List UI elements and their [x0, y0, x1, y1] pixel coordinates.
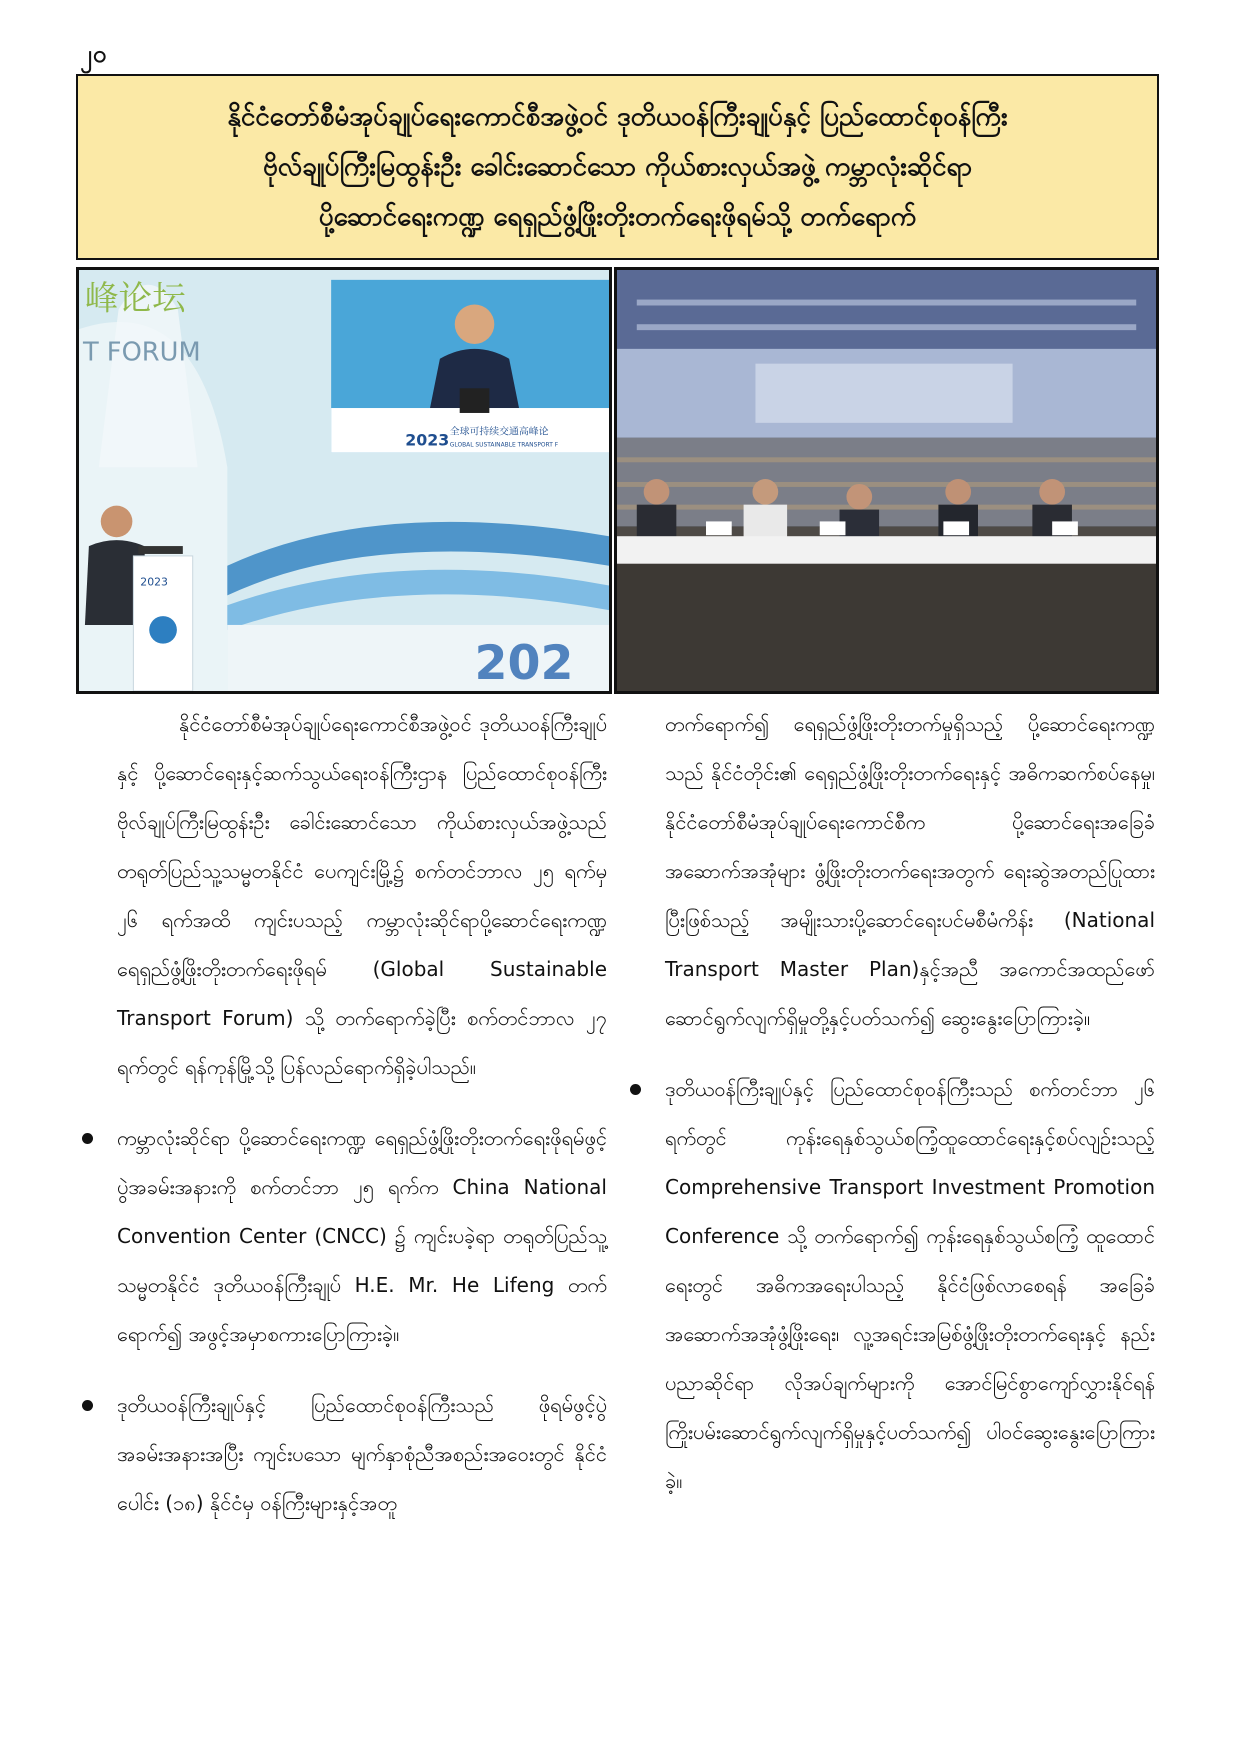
banner-english-text: T FORUM: [82, 337, 201, 368]
conference-hall-illustration: [617, 270, 1156, 691]
headline-line-1: နိုင်ငံတော်စီမံအုပ်ချုပ်ရေးကောင်စီအဖွဲ့ဝင် ဒုတိယဝန်ကြီးချုပ်နှင့် ပြည်ထောင်စုဝန်ကြီး: [227, 102, 1008, 132]
page-number: ၂၀: [80, 40, 108, 68]
headline-line-3: ပို့ဆောင်ရေးကဏ္ဍ ရေရှည်ဖွံ့ဖြိုးတိုးတက်ရေးဖိုရမ်သို့ တက်ရောက်: [318, 202, 917, 232]
article-continuation-paragraph: တက်ရောက်၍ ရေရှည်ဖွံ့ဖြိုးတိုးတက်မှုရှိသည့် ပို့ဆောင်ရေးကဏ္ဍသည် နိုင်ငံတိုင်း၏ ရေရှည်ဖွံ့ဖြိုးတိုးတက်ရေးနှင့် အဓိကဆက်စပ်နေမှု၊ နိုင်ငံတော်စီမံအုပ်ချုပ်ရေးကောင်စီက ပို့ဆောင်ရေးအခြေခံအဆောက်အအုံများ ဖွံ့ဖြိုးတိုးတက်ရေးအတွက် ရေးဆွဲအတည်ပြုထားပြီးဖြစ်သည့် အမျိုးသားပို့ဆောင်ရေးပင်မစီမံကိန်း (National Transport Master Plan)နှင့်အညီ အကောင်အထည်ဖော် ဆောင်ရွက်လျက်ရှိမှုတို့နှင့်ပတ်သက်၍ ဆွေးနွေးပြောကြားခဲ့။: [665, 712, 1155, 1030]
article-intro-paragraph: နိုင်ငံတော်စီမံအုပ်ချုပ်ရေးကောင်စီအဖွဲ့ဝင် ဒုတိယဝန်ကြီးချုပ်နှင့် ပို့ဆောင်ရေးနှင့်ဆက်သွယ်ရေးဝန်ကြီးဌာန ပြည်ထောင်စုဝန်ကြီး ဗိုလ်ချုပ်ကြီးမြထွန်းဦး ခေါင်းဆောင်သော ကိုယ်စားလှယ်အဖွဲ့သည် တရုတ်ပြည်သူ့သမ္မတနိုင်ငံ ပေကျင်းမြို့၌ စက်တင်ဘာလ ၂၅ ရက်မှ ၂၆ ရက်အထိ ကျင်းပသည့် ကမ္ဘာလုံးဆိုင်ရာပို့ဆောင်ရေးကဏ္ဍ ရေရှည်ဖွံ့ဖြိုးတိုးတက်ရေးဖိုရမ် (Global Sustainable Transport Forum) သို့ တက်ရောက်ခဲ့ပြီး စက်တင်ဘာလ ၂၇ ရက်တွင် ရန်ကုန်မြို့သို့ ပြန်လည်ရောက်ရှိခဲ့ပါသည်။: [117, 712, 607, 1079]
screen-chinese-caption: 全球可持续交通高峰论: [449, 426, 549, 438]
bullet-dot-icon: [630, 1084, 641, 1095]
screen-year: 2023: [405, 430, 450, 450]
bullet-text: ဒုတိယဝန်ကြီးချုပ်နှင့် ပြည်ထောင်စုဝန်ကြီးသည် စက်တင်ဘာ ၂၆ ရက်တွင် ကုန်းရေနှစ်သွယ်စကြံ့ထူထောင်ရေးနှင့်စပ်လျဉ်းသည့် Comprehensive Transport Investment Promotion Conference သို့ တက်ရောက်၍ ကုန်းရေနှစ်သွယ်စကြံ့ ထူထောင်ရေးတွင် အဓိကအရေးပါသည့် နိုင်ငံဖြစ်လာစေရန် အခြေခံအဆောက်အအုံဖွံ့ဖြိုးရေး၊ လူ့အရင်းအမြစ်ဖွံ့ဖြိုးတိုးတက်ရေးနှင့် နည်းပညာဆိုင်ရာ လိုအပ်ချက်များကို အောင်မြင်စွာကျော်လွှားနိုင်ရန်ကြိုးပမ်းဆောင်ရွက်လျက်ရှိမှုနှင့်ပတ်သက်၍ ပါဝင်ဆွေးနွေးပြောကြားခဲ့။: [665, 1077, 1155, 1493]
bullet-item: [665, 1065, 1155, 1506]
stage-year-text: 202: [474, 636, 574, 691]
article-right-column: [665, 700, 1155, 1506]
screen-english-caption: GLOBAL SUSTAINABLE TRANSPORT F: [449, 442, 559, 449]
forum-speaker-photo: [76, 267, 612, 694]
banner-chinese-text: 峰论坛: [84, 278, 186, 318]
bullet-text: ကမ္ဘာလုံးဆိုင်ရာ ပို့ဆောင်ရေးကဏ္ဍ ရေရှည်ဖွံ့ဖြိုးတိုးတက်ရေးဖိုရမ်ဖွင့်ပွဲအခမ်းအနားကို စက်တင်ဘာ ၂၅ ရက်က China National Convention Center (CNCC) ၌ ကျင်းပခဲ့ရာ တရုတ်ပြည်သူ့သမ္မတနိုင်ငံ ဒုတိယဝန်ကြီးချုပ် H.E. Mr. He Lifeng တက်ရောက်၍ အဖွင့်အမှာစကားပြောကြားခဲ့။: [117, 1126, 607, 1346]
forum-audience-photo: [614, 267, 1159, 694]
article-left-column: [117, 700, 607, 1528]
bullet-item: [117, 1114, 607, 1359]
forum-speaker-illustration: [79, 270, 609, 691]
headline-line-2: ဗိုလ်ချုပ်ကြီးမြထွန်းဦး ခေါင်းဆောင်သော ကိုယ်စားလှယ်အဖွဲ့ ကမ္ဘာလုံးဆိုင်ရာ: [262, 152, 973, 182]
bullet-item: [117, 1381, 607, 1528]
podium-year: 2023: [140, 575, 168, 589]
bullet-dot-icon: [82, 1133, 93, 1144]
bullet-dot-icon: [82, 1400, 93, 1411]
bullet-text: ဒုတိယဝန်ကြီးချုပ်နှင့် ပြည်ထောင်စုဝန်ကြီးသည် ဖိုရမ်ဖွင့်ပွဲအခမ်းအနားအပြီး ကျင်းပသော မျက်နှာစုံညီအစည်းအဝေးတွင် နိုင်ငံပေါင်း (၁၈) နိုင်ငံမှ ဝန်ကြီးများနှင့်အတူ: [117, 1393, 607, 1515]
headline-box: [76, 74, 1159, 260]
